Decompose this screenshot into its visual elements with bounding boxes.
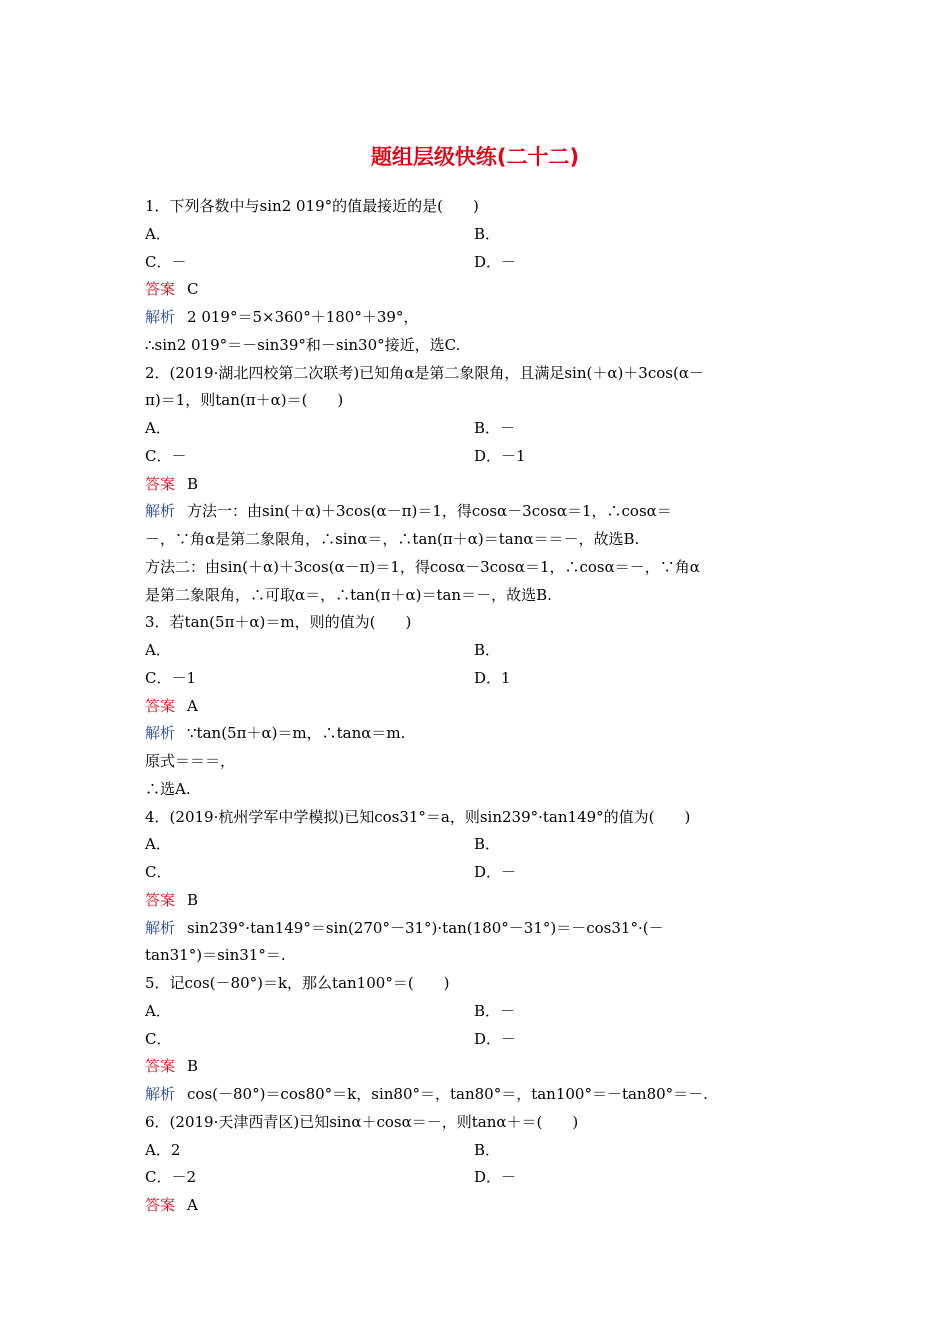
option-row bbox=[145, 1164, 807, 1192]
answer-line bbox=[145, 693, 807, 721]
option-right: B．－ bbox=[474, 419, 516, 437]
option-right: B． bbox=[474, 835, 501, 854]
explanation-line bbox=[145, 304, 807, 332]
option-row bbox=[145, 443, 807, 471]
option-left: C．－1 bbox=[145, 668, 197, 687]
option-left: A． bbox=[145, 641, 171, 659]
answer-text: B bbox=[187, 1057, 199, 1076]
explanation-label: 解析 bbox=[145, 502, 176, 521]
option-right: D．－ bbox=[474, 863, 517, 881]
option-row bbox=[145, 1137, 807, 1165]
explanation-label: 解析 bbox=[145, 918, 176, 937]
option-right: B． bbox=[474, 224, 501, 243]
option-left: A． bbox=[145, 835, 171, 854]
option-left: A． bbox=[145, 1001, 171, 1020]
option-left: A． bbox=[145, 419, 171, 437]
text-line: π)＝1，则tan(π＋α)＝( ) bbox=[145, 391, 344, 410]
explanation-text: 方法一：由sin(＋α)＋3cos(α－π)＝1，得cosα－3cosα＝1，∴cosα＝ bbox=[187, 502, 672, 521]
explanation-label: 解析 bbox=[145, 1085, 176, 1103]
answer-label: 答案 bbox=[145, 1057, 176, 1076]
answer-line bbox=[145, 1053, 807, 1081]
option-right: D．－ bbox=[474, 1029, 517, 1048]
option-row bbox=[145, 1026, 807, 1054]
text-line: tan31°)＝sin31°＝. bbox=[145, 946, 286, 965]
answer-text: B bbox=[187, 890, 199, 909]
option-row bbox=[145, 998, 807, 1026]
option-left: C．－ bbox=[145, 446, 187, 465]
option-right: D．－1 bbox=[474, 446, 526, 465]
explanation-line bbox=[145, 498, 807, 526]
option-right: D．－ bbox=[474, 252, 517, 271]
option-row bbox=[145, 249, 807, 277]
document-body bbox=[145, 193, 807, 1220]
answer-label: 答案 bbox=[145, 474, 176, 493]
answer-line bbox=[145, 276, 807, 304]
answer-line bbox=[145, 1192, 807, 1220]
option-row bbox=[145, 637, 807, 665]
text-line: 是第二象限角，∴可取α＝，∴tan(π＋α)＝tan＝－，故选B. bbox=[145, 585, 552, 604]
text-line: 5．记cos(－80°)＝k，那么tan100°＝( ) bbox=[145, 974, 450, 992]
text-line: －，∵角α是第二象限角，∴sinα＝，∴tan(π＋α)＝tanα＝＝－，故选B. bbox=[145, 530, 640, 548]
text-line: ∴sin2 019°＝－sin39°和－sin30°接近，选C. bbox=[145, 335, 461, 354]
option-right: B． bbox=[474, 641, 501, 659]
answer-line bbox=[145, 471, 807, 499]
explanation-line bbox=[145, 720, 807, 748]
option-row bbox=[145, 415, 807, 443]
explanation-label: 解析 bbox=[145, 308, 176, 326]
option-row bbox=[145, 665, 807, 693]
option-left: A．2 bbox=[145, 1140, 181, 1159]
text-line: 方法二：由sin(＋α)＋3cos(α－π)＝1，得cosα－3cosα＝1，∴cosα＝－，∵角α bbox=[145, 557, 700, 576]
answer-label: 答案 bbox=[145, 890, 176, 909]
explanation-text: cos(－80°)＝cos80°＝k，sin80°＝，tan80°＝，tan100°＝－tan80°＝－. bbox=[187, 1085, 708, 1103]
answer-line bbox=[145, 887, 807, 915]
option-left: A． bbox=[145, 224, 171, 243]
explanation-text: 2 019°＝5×360°＋180°＋39°， bbox=[187, 308, 419, 326]
option-row bbox=[145, 831, 807, 859]
text-line: ∴选A. bbox=[145, 779, 191, 798]
answer-label: 答案 bbox=[145, 696, 176, 715]
explanation-line bbox=[145, 915, 807, 943]
option-right: D．1 bbox=[474, 668, 511, 687]
text-line: 原式＝＝＝， bbox=[145, 752, 236, 770]
explanation-text: sin239°·tan149°＝sin(270°－31°)·tan(180°－31°)＝－cos31°·(－ bbox=[187, 918, 664, 937]
text-line: 1．下列各数中与sin2 019°的值最接近的是( ) bbox=[145, 197, 479, 215]
explanation-text: ∵tan(5π＋α)＝m，∴tanα＝m. bbox=[187, 724, 406, 743]
option-row bbox=[145, 221, 807, 249]
option-row bbox=[145, 859, 807, 887]
answer-text: A bbox=[187, 696, 198, 715]
text-line: 2．(2019·湖北四校第二次联考)已知角α是第二象限角，且满足sin(＋α)＋3cos(α－ bbox=[145, 363, 704, 382]
option-left: C． bbox=[145, 863, 172, 881]
page-title: 题组层级快练(二十二) bbox=[370, 145, 580, 169]
explanation-line bbox=[145, 1081, 807, 1109]
answer-text: A bbox=[187, 1196, 198, 1214]
option-left: C． bbox=[145, 1029, 172, 1048]
text-line: 6．(2019·天津西青区)已知sinα＋cosα＝－，则tanα＋＝( ) bbox=[145, 1112, 579, 1131]
option-left: C．－2 bbox=[145, 1168, 197, 1187]
option-right: D．－ bbox=[474, 1168, 517, 1187]
answer-text: B bbox=[187, 474, 199, 493]
answer-label: 答案 bbox=[145, 280, 176, 299]
answer-label: 答案 bbox=[145, 1196, 176, 1214]
text-line: 3．若tan(5π＋α)＝m，则的值为( ) bbox=[145, 613, 412, 632]
text-line: 4．(2019·杭州学军中学模拟)已知cos31°＝a，则sin239°·tan149°的值为( ) bbox=[145, 807, 691, 826]
explanation-label: 解析 bbox=[145, 724, 176, 743]
option-right: B．－ bbox=[474, 1001, 516, 1020]
answer-text: C bbox=[187, 280, 199, 299]
option-left: C．－ bbox=[145, 252, 187, 271]
option-right: B． bbox=[474, 1140, 501, 1159]
